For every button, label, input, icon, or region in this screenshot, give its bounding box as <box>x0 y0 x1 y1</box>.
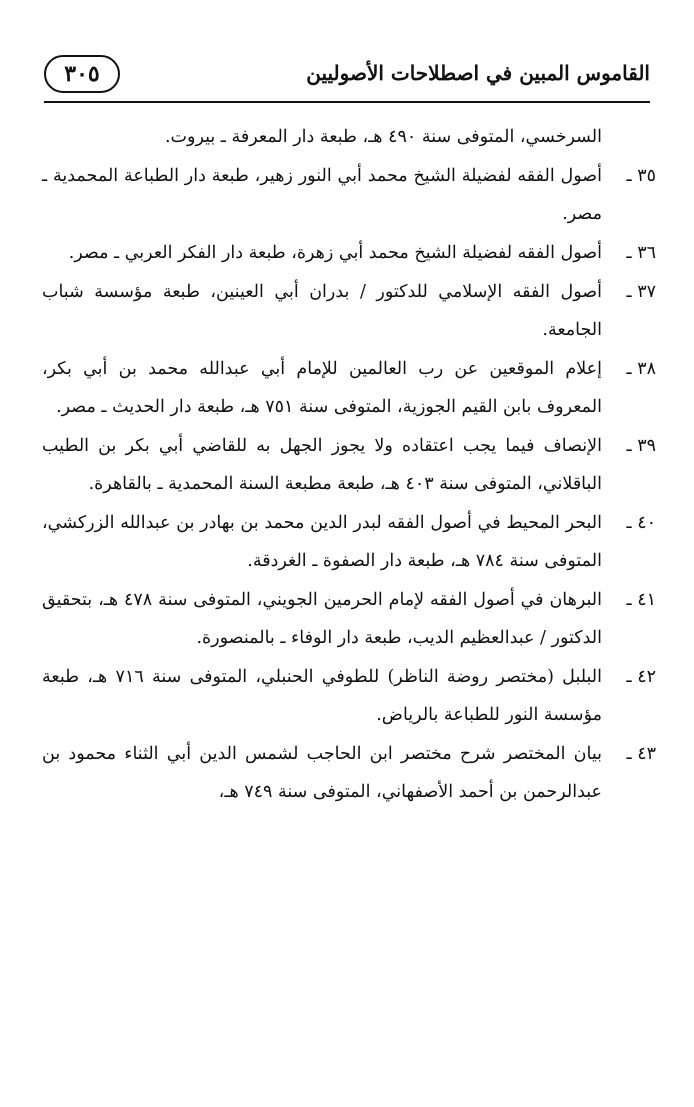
header-divider <box>44 101 650 103</box>
bibliography-entry <box>42 157 656 233</box>
entry-text: الإنصاف فيما يجب اعتقاده ولا يجوز الجهل به للقاضي أبي بكر بن الطيب الباقلاني، المتوفى سنة ٤٠٣ هـ، طبعة مطبعة السنة المحمدية ـ بالقاهرة. <box>42 436 602 494</box>
entry-number: ٣٨ ـ <box>626 359 656 379</box>
entry-text: بيان المختصر شرح مختصر ابن الحاجب لشمس الدين أبي الثناء محمود بن عبدالرحمن بن أحمد الأصفهاني، المتوفى سنة ٧٤٩ هـ، <box>42 744 602 802</box>
entry-number: ٤٠ ـ <box>626 513 656 533</box>
entry-number: ٤٣ ـ <box>626 744 656 764</box>
entry-text: البحر المحيط في أصول الفقه لبدر الدين محمد بن بهادر بن عبدالله الزركشي، المتوفى سنة ٧٨٤ هـ، طبعة دار الصفوة ـ الغردقة. <box>42 513 602 571</box>
entry-text: أصول الفقه الإسلامي للدكتور / بدران أبي العينين، طبعة مؤسسة شباب الجامعة. <box>42 282 602 340</box>
running-title: القاموس المبين في اصطلاحات الأصوليين <box>306 61 650 85</box>
bibliography-entry <box>42 273 656 349</box>
entry-text: البلبل (مختصر روضة الناظر) للطوفي الحنبلي، المتوفى سنة ٧١٦ هـ، طبعة مؤسسة النور للطباعة بالرياض. <box>42 667 602 725</box>
entry-number: ٣٧ ـ <box>626 282 656 302</box>
entry-number: ٣٥ ـ <box>626 166 656 186</box>
entry-text: أصول الفقه لفضيلة الشيخ محمد أبي زهرة، طبعة دار الفكر العربي ـ مصر. <box>68 243 602 263</box>
bibliography-entry <box>42 581 656 657</box>
bibliography-entry <box>42 427 656 503</box>
entry-number: ٣٦ ـ <box>626 243 656 263</box>
entry-number: ٤٢ ـ <box>626 667 656 687</box>
bibliography-entry <box>42 504 656 580</box>
entry-text: البرهان في أصول الفقه لإمام الحرمين الجويني، المتوفى سنة ٤٧٨ هـ، بتحقيق الدكتور / عبدالعظيم الديب، طبعة دار الوفاء ـ بالمنصورة. <box>42 590 602 648</box>
bibliography-entry <box>42 350 656 426</box>
bibliography-list <box>42 118 656 812</box>
bibliography-entry <box>42 658 656 734</box>
bibliography-entry <box>42 234 656 272</box>
bibliography-entry <box>42 735 656 811</box>
page-header <box>44 55 650 99</box>
entry-text: أصول الفقه لفضيلة الشيخ محمد أبي النور زهير، طبعة دار الطباعة المحمدية ـ مصر. <box>42 166 602 224</box>
entry-number: ٤١ ـ <box>626 590 656 610</box>
page-number: ٣٠٥ <box>44 55 120 93</box>
continuation-text: السرخسي، المتوفى سنة ٤٩٠ هـ، طبعة دار المعرفة ـ بيروت. <box>164 127 602 147</box>
entry-number: ٣٩ ـ <box>626 436 656 456</box>
entry-text: إعلام الموقعين عن رب العالمين للإمام أبي عبدالله محمد بن أبي بكر، المعروف بابن القيم الجوزية، المتوفى سنة ٧٥١ هـ، طبعة دار الحديث ـ مصر. <box>42 359 602 417</box>
